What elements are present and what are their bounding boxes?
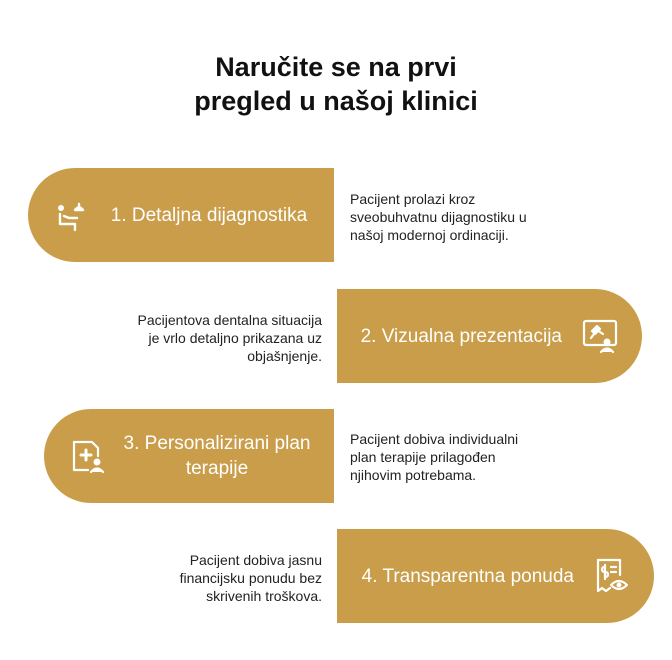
step-4-description: Pacijent dobiva jasnu financijsku ponudu bez skrivenih troškova. xyxy=(179,552,322,604)
step-4-label: 4. Transparentna ponuda xyxy=(361,565,574,587)
step-1-pill xyxy=(28,168,334,262)
step-2-pill xyxy=(337,289,642,383)
title-line-1: Naručite se na prvi xyxy=(215,52,457,82)
page-title xyxy=(0,50,672,118)
presentation-screen-icon xyxy=(578,314,622,358)
step-3-description: Pacijent dobiva individualni plan terapije prilagođen njihovim potrebama. xyxy=(350,431,519,483)
step-2-description: Pacijentova dentalna situacija je vrlo detaljno prikazana uz objašnjenje. xyxy=(137,312,322,364)
dental-chair-icon xyxy=(50,193,94,237)
step-4-pill xyxy=(337,529,654,623)
title-line-2: pregled u našoj klinici xyxy=(194,86,478,116)
step-3-pill xyxy=(44,409,334,503)
step-1-label: 1. Detaljna dijagnostika xyxy=(110,204,308,226)
step-3-label: 3. Personalizirani plan terapije xyxy=(123,433,311,479)
step-2-label: 2. Vizualna prezentacija xyxy=(360,325,562,347)
step-1-description: Pacijent prolazi kroz sveobuhvatnu dijagnostiku u našoj modernoj ordinaciji. xyxy=(350,191,527,243)
medical-plan-icon xyxy=(66,434,110,478)
transparent-pricing-icon xyxy=(590,554,634,598)
